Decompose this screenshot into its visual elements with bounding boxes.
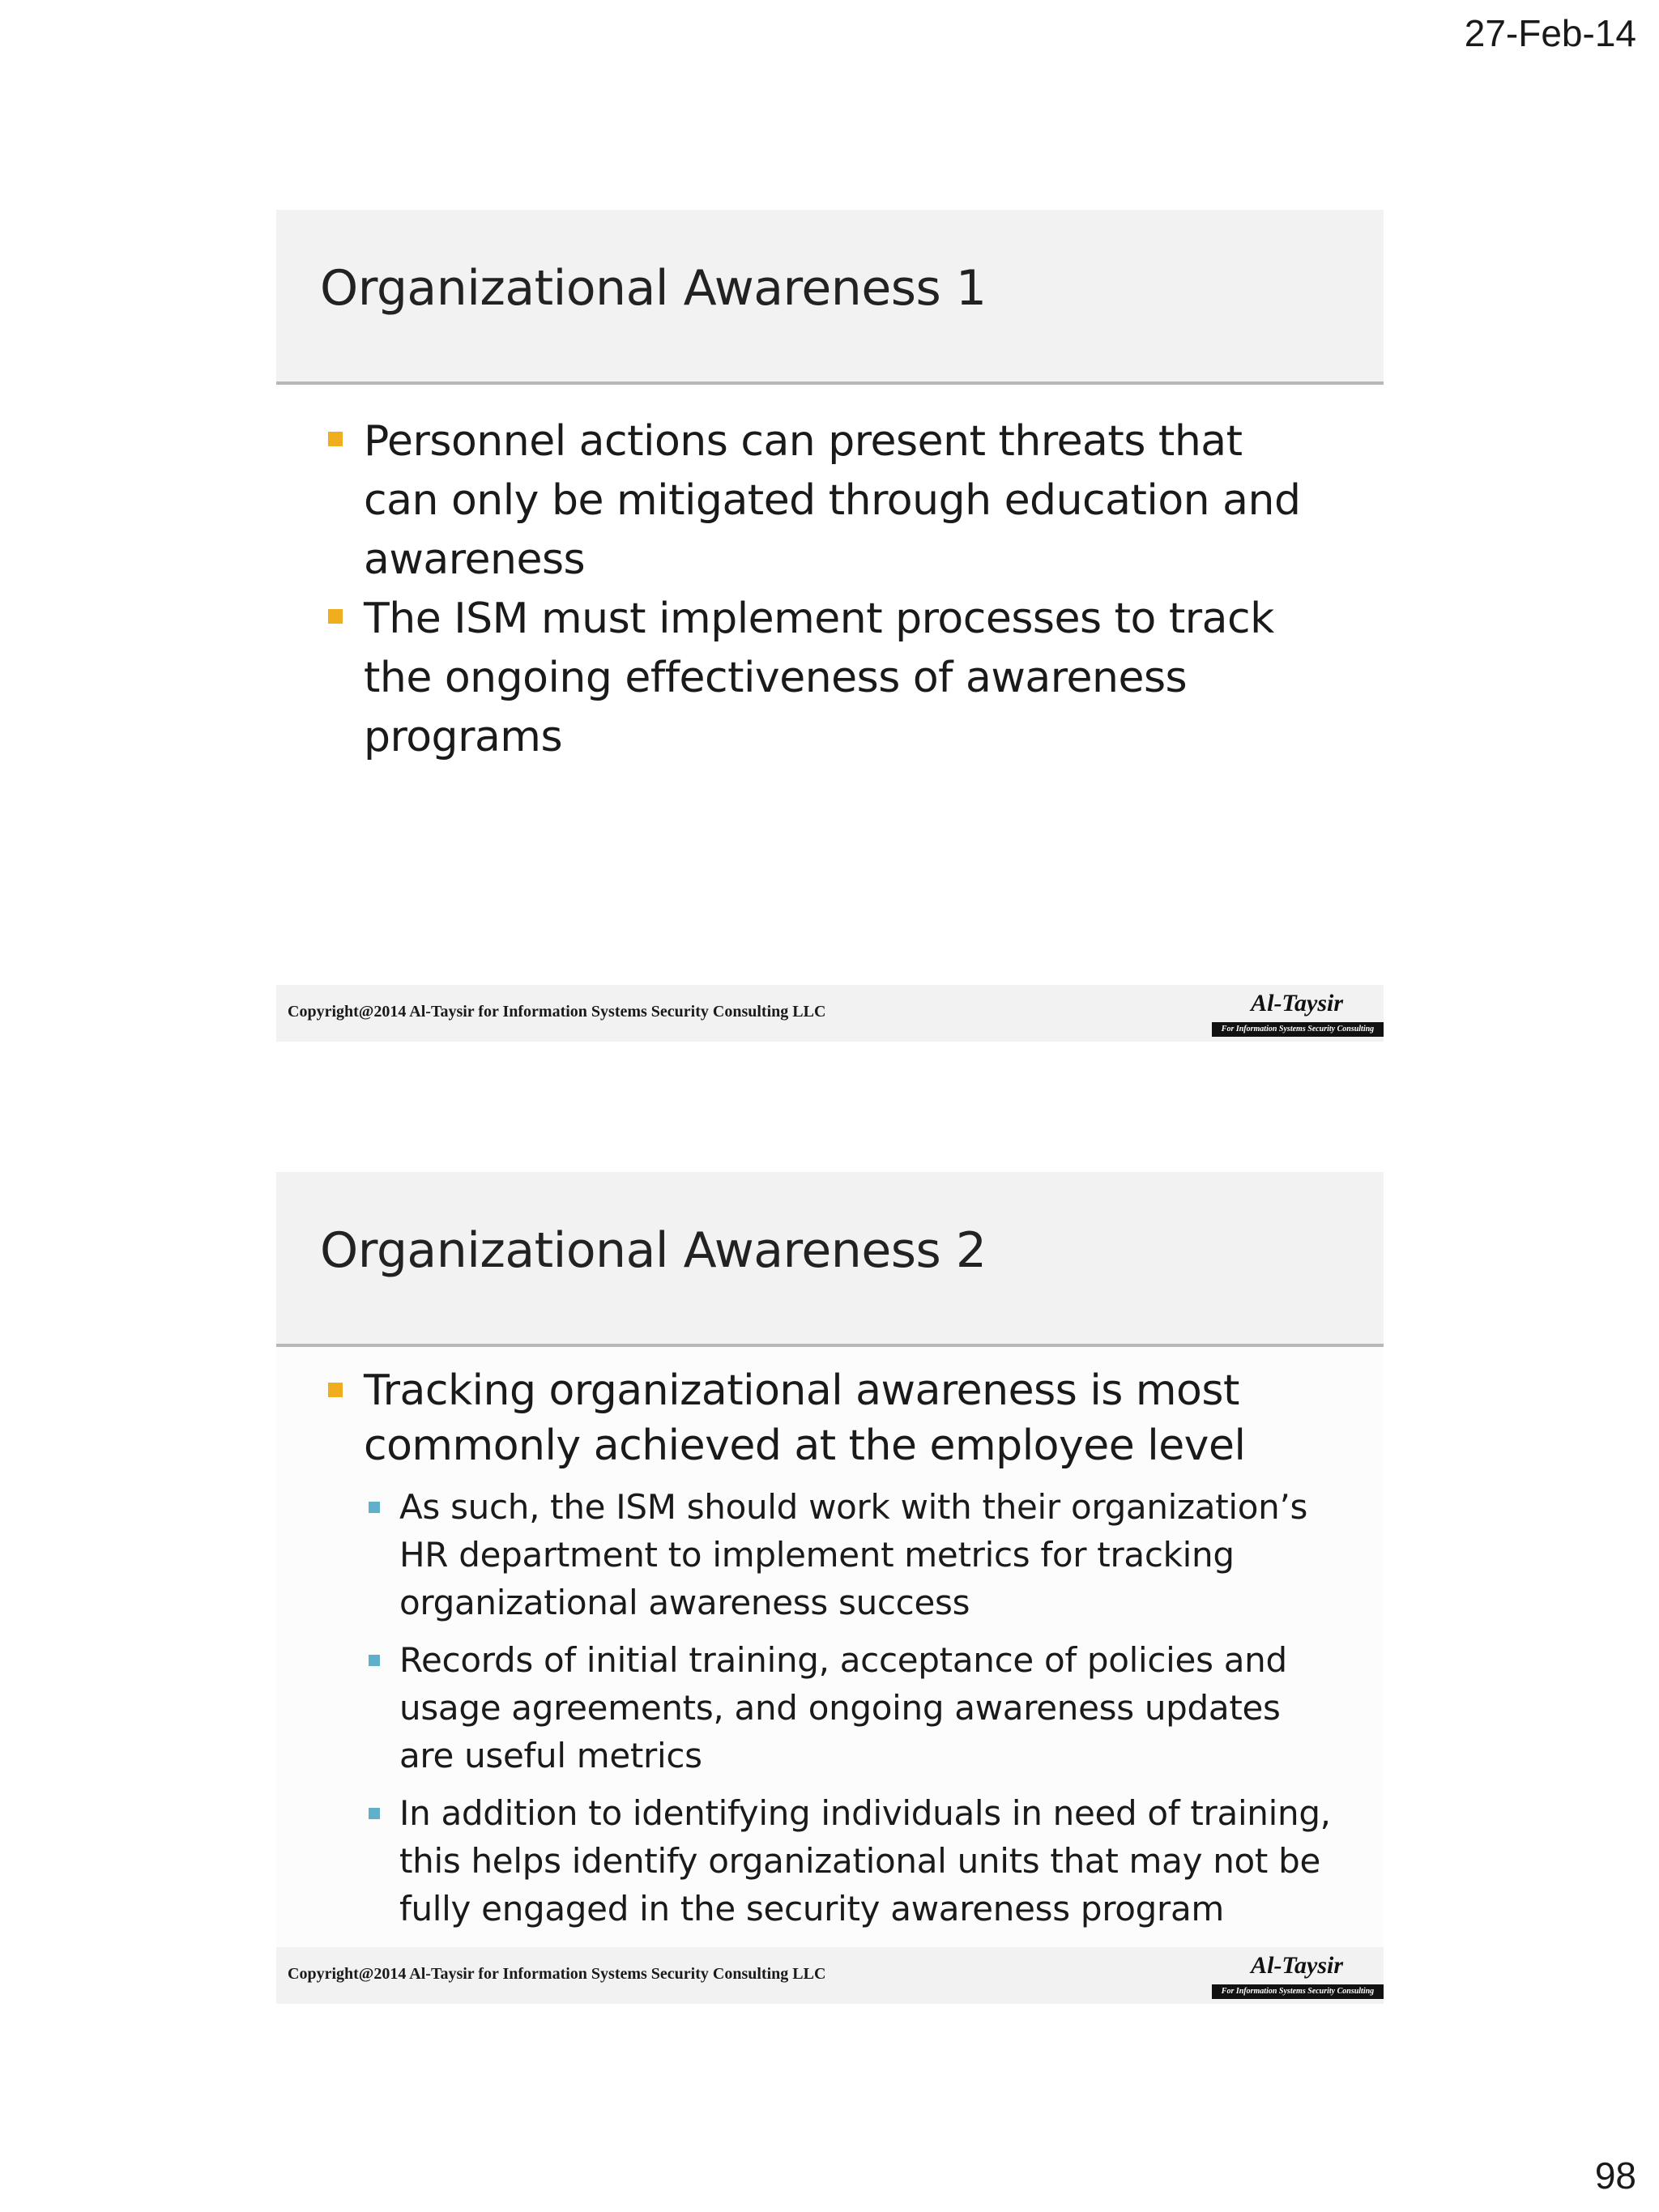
- bullet-text: Personnel actions can present threats that can only be mitigated through education and awareness: [364, 417, 1301, 584]
- bullet-item: [364, 412, 1320, 590]
- slide-header: [276, 1172, 1384, 1347]
- slide-2: [276, 1172, 1384, 2004]
- slide-body: [276, 1363, 1384, 1933]
- page-number: 98: [1594, 2154, 1636, 2197]
- copyright-text: Copyright@2014 Al-Taysir for Information Systems Security Consulting LLC: [288, 1965, 826, 1983]
- sub-bullet-item: [399, 1789, 1339, 1933]
- sub-bullet-text: As such, the ISM should work with their organization’s HR department to implement metrics for tracking organizational awareness success: [399, 1487, 1308, 1622]
- slide-footer: [276, 985, 1384, 1042]
- al-taysir-logo: [1212, 1952, 1384, 2001]
- bullet-text: The ISM must implement processes to track the ongoing effectiveness of awareness programs: [364, 595, 1274, 761]
- slide-1: [276, 210, 1384, 1042]
- square-sub-bullet-icon: [369, 1502, 380, 1513]
- bullet-text: Tracking organizational awareness is most commonly achieved at the employee level: [364, 1366, 1246, 1470]
- sub-bullet-item: [399, 1636, 1339, 1779]
- square-sub-bullet-icon: [369, 1808, 380, 1819]
- sub-bullet-text: Records of initial training, acceptance of policies and usage agreements, and ongoing awareness updates are useful metrics: [399, 1640, 1287, 1775]
- logo-tagline: For Information Systems Security Consulting: [1212, 1022, 1384, 1037]
- page-date: 27-Feb-14: [1464, 12, 1636, 54]
- slide-footer: [276, 1947, 1384, 2004]
- bullet-item: [364, 1363, 1320, 1473]
- square-bullet-icon: [328, 1383, 343, 1397]
- logo-name: Al-Taysir: [1251, 1952, 1343, 1979]
- sub-bullet-text: In addition to identifying individuals in need of training, this helps identify organizational units that may not be fully engaged in the security awareness program: [399, 1793, 1331, 1929]
- sub-bullet-item: [399, 1483, 1339, 1626]
- square-bullet-icon: [328, 609, 343, 624]
- slide-header: [276, 210, 1384, 385]
- slide-body: [276, 412, 1384, 767]
- square-bullet-icon: [328, 432, 343, 446]
- slide-title: Organizational Awareness 2: [320, 1222, 987, 1279]
- bullet-item: [364, 590, 1320, 767]
- square-sub-bullet-icon: [369, 1655, 380, 1666]
- copyright-text: Copyright@2014 Al-Taysir for Information Systems Security Consulting LLC: [288, 1003, 826, 1021]
- slide-title: Organizational Awareness 1: [320, 260, 987, 317]
- logo-tagline: For Information Systems Security Consulting: [1212, 1984, 1384, 1999]
- al-taysir-logo: [1212, 990, 1384, 1038]
- logo-name: Al-Taysir: [1251, 990, 1343, 1016]
